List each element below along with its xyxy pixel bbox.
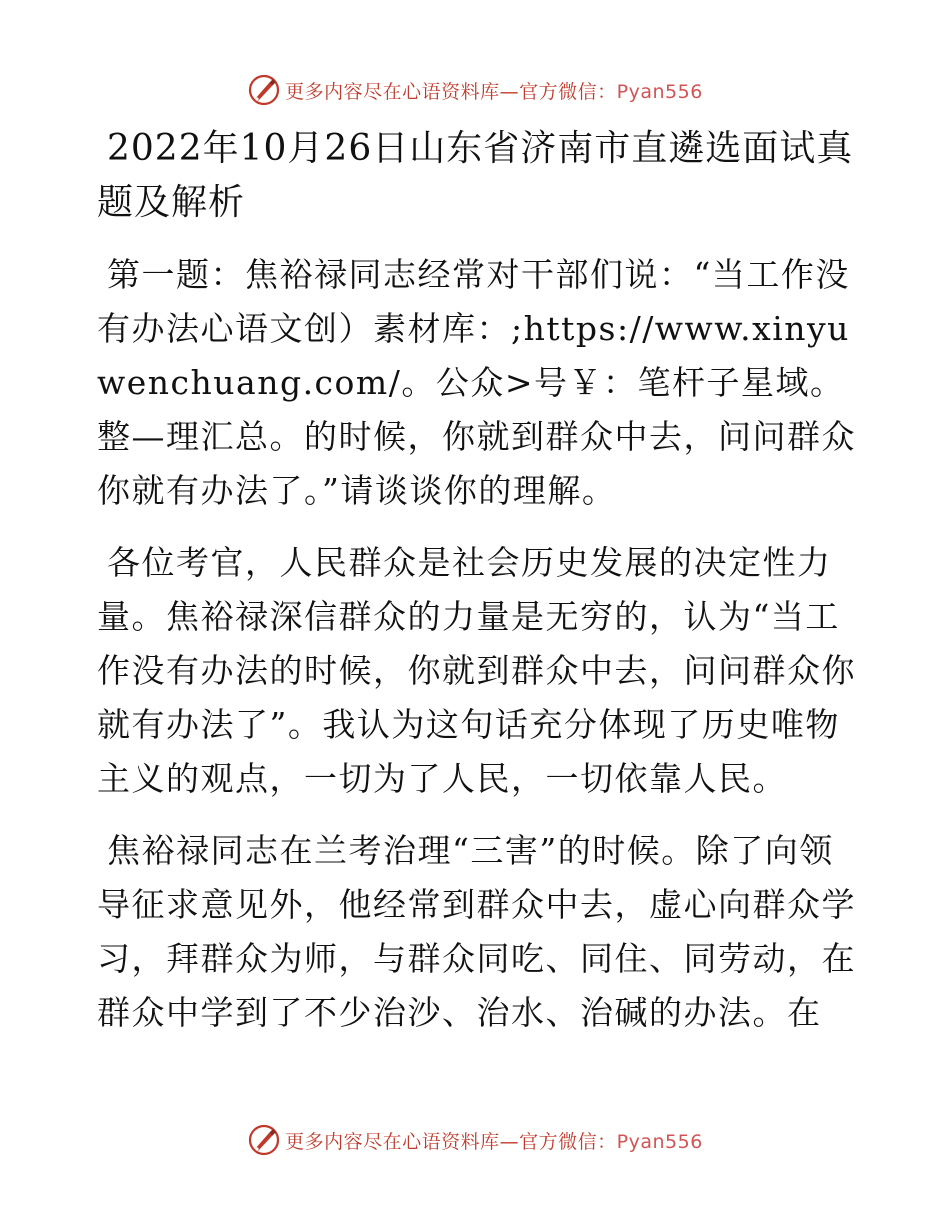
document-title: 2022年10月26日山东省济南市直遴选面试真题及解析 (97, 128, 854, 223)
pen-logo-icon (247, 73, 281, 107)
banner-text (285, 77, 703, 104)
wechat-id: Pyan556 (616, 1130, 703, 1153)
banner-slogan: 更多内容尽在心语资料库—官方微信： (285, 80, 617, 103)
paragraph-question-1: 第一题：焦裕禄同志经常对干部们说：“当工作没有办法心语文创）素材库：;https://www.xinyuwenchuang.com/。公众>号￥：笔杆子星域。整—理汇总。的时候，你就到群众中去，问问群众你就有办法了。”请谈谈你的理解。 (97, 255, 856, 510)
footer-banner (0, 1118, 950, 1162)
wechat-id: Pyan556 (616, 80, 703, 103)
document-body (97, 122, 857, 1058)
paragraph-answer-intro: 各位考官，人民群众是社会历史发展的决定性力量。焦裕禄深信群众的力量是无穷的，认为“当工作没有办法的时候，你就到群众中去，问问群众你就有办法了”。我认为这句话充分体现了历史唯物主义的观点，一切为了人民，一切依靠人民。 (97, 543, 856, 798)
banner-slogan: 更多内容尽在心语资料库—官方微信： (285, 1130, 617, 1153)
header-banner (0, 68, 950, 112)
pen-logo-icon (247, 1123, 281, 1157)
banner-text (285, 1127, 703, 1154)
paragraph-answer-example: 焦裕禄同志在兰考治理“三害”的时候。除了向领导征求意见外，他经常到群众中去，虚心向群众学习，拜群众为师，与群众同吃、同住、同劳动，在群众中学到了不少治沙、治水、治碱的办法。在 (97, 831, 856, 1032)
